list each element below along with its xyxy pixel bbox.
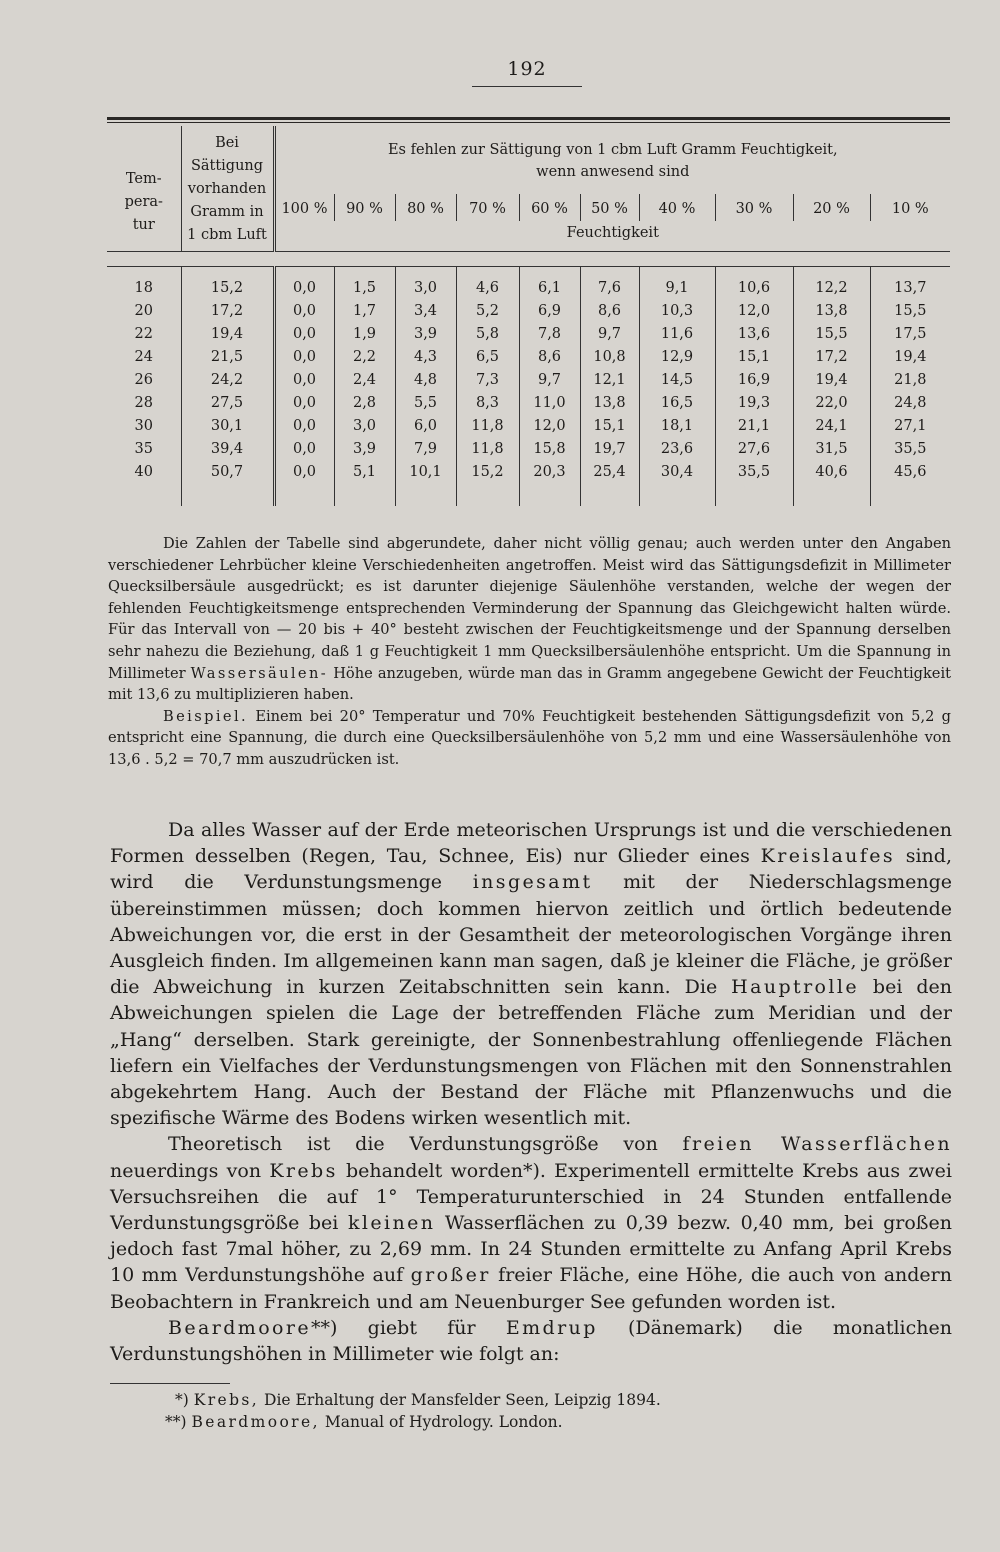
- body-paragraph-3: [110, 1315, 952, 1367]
- body-spaced-word: Emdrup: [505, 1316, 598, 1339]
- body-spaced-word: insgesamt: [472, 871, 593, 894]
- cell-deficit: 40,6: [793, 461, 870, 506]
- cell-deficit: 0,0: [274, 267, 334, 301]
- cell-saturation: 15,2: [181, 267, 274, 301]
- body-text-run: **) giebt für: [311, 1316, 506, 1339]
- cell-deficit: 12,2: [793, 267, 870, 301]
- cell-deficit: 27,1: [894, 418, 927, 434]
- body-text-run: Theoretisch ist die Verdunstungsgröße von: [168, 1133, 683, 1156]
- cell-deficit: 2,8: [334, 392, 395, 415]
- cell-deficit: 15,5: [894, 303, 927, 319]
- body-spaced-word: Krebs: [269, 1159, 338, 1182]
- cell-temperature: 28: [107, 392, 181, 415]
- header-pct-100: 100 %: [274, 194, 334, 222]
- cell-deficit: 27,6: [715, 438, 793, 461]
- cell-deficit: 2,2: [334, 346, 395, 369]
- note-text: Die Zahlen der Tabelle sind abgerundete, daher nicht völlig genau; auch werden unter den Angaben verschiedener Lehrbücher kleine Verschiedenheiten angetroffen. Meist wird das Sättigungsdefizit in Millimeter Quecksilbersäule ausgedrückt; es ist darunter diejenige Säulenhöhe verstanden, welche der wegen der fehlenden Feuchtigkeitsmenge entsprechenden Verminderung der Spannung das Gleichgewicht halten würde. Für das Intervall von — 20 bis + 40° besteht zwischen der Feuchtigkeitsmenge und der Spannung derselben sehr nahezu die Beziehung, daß 1 g Feuchtigkeit 1 mm Quecksilbersäulenhöhe entspricht. Um die Spannung in Millimeter: [108, 535, 951, 682]
- cell-deficit: 0,0: [274, 438, 334, 461]
- cell-deficit: 13,7: [894, 280, 927, 296]
- table-row: [107, 461, 950, 506]
- cell-deficit: 8,6: [519, 346, 580, 369]
- cell-deficit: 0,0: [274, 346, 334, 369]
- cell-saturation: 50,7: [181, 461, 274, 506]
- header-saet-line: Bei: [215, 135, 239, 151]
- cell-deficit: 7,8: [519, 323, 580, 346]
- cell-deficit: 0,0: [274, 300, 334, 323]
- cell-deficit: 5,5: [395, 392, 456, 415]
- header-group-title: [274, 126, 950, 194]
- header-saet-line: vorhanden: [187, 181, 267, 197]
- note-paragraph-1: [108, 533, 951, 706]
- header-pct-20: 20 %: [793, 194, 870, 222]
- header-pct-60: 60 %: [519, 194, 580, 222]
- body-text-run: bei den Abweichungen spielen die Lage der betreffenden Fläche zum Meridian und der „Hang“ derselben. Stark gereinigte, der Sonnenbestrahlung offenliegende Flächen liefern ein Vielfaches der Verdunstungsmengen von Flächen mit den Sonnenstrahlen abgekehrtem Hang. Auch der Bestand der Fläche mit Pflanzenwuchs und die spezifische Wärme des Bodens wirken wesentlich mit.: [110, 976, 952, 1130]
- cell-deficit: 22,0: [793, 392, 870, 415]
- cell-saturation: 19,4: [181, 323, 274, 346]
- cell-deficit: 17,2: [793, 346, 870, 369]
- body-text-run: neuerdings von: [110, 1159, 270, 1182]
- cell-deficit: 9,7: [580, 323, 639, 346]
- cell-deficit: 3,0: [395, 267, 456, 301]
- table-row: [107, 346, 950, 369]
- footnote-author: Krebs,: [193, 1391, 260, 1409]
- body-spaced-word: Beardmoore: [168, 1316, 312, 1339]
- cell-deficit: 9,7: [519, 369, 580, 392]
- cell-saturation: 21,5: [181, 346, 274, 369]
- cell-deficit: 17,5: [894, 326, 927, 342]
- table-row: [107, 369, 950, 392]
- cell-deficit: 13,8: [793, 300, 870, 323]
- footnote-rule: [110, 1383, 230, 1384]
- footnote-1: [175, 1389, 875, 1411]
- cell-deficit: 5,2: [456, 300, 519, 323]
- cell-deficit: 3,0: [334, 415, 395, 438]
- cell-deficit: 7,6: [580, 267, 639, 301]
- body-text-run: Da alles Wasser auf der Erde meteorischen Ursprungs ist und die verschiedenen Formen desselben (Regen, Tau, Schnee, Eis) nur Glieder eines: [110, 819, 952, 868]
- footnote-mark: *): [175, 1391, 194, 1409]
- cell-deficit: 11,0: [519, 392, 580, 415]
- saturation-deficit-table: [107, 126, 950, 506]
- cell-deficit: 8,3: [456, 392, 519, 415]
- cell-saturation: 27,5: [181, 392, 274, 415]
- table-row: [107, 392, 950, 415]
- body-text-run: Wasserflächen zu 0,39 bezw. 0,40 mm, bei großen jedoch fast 7mal höher, zu 2,69 mm. In 24 Stunden ermittelte zu Anfang April Krebs 10 mm Verdunstungshöhe auf: [110, 1212, 952, 1287]
- body-spaced-word: großer: [410, 1264, 491, 1287]
- cell-deficit: 1,9: [334, 323, 395, 346]
- cell-deficit: 8,6: [580, 300, 639, 323]
- cell-deficit: 19,3: [715, 392, 793, 415]
- cell-deficit: 5,1: [334, 461, 395, 506]
- cell-temperature: 20: [107, 300, 181, 323]
- cell-deficit: 20,3: [519, 461, 580, 506]
- cell-deficit: 1,7: [334, 300, 395, 323]
- cell-deficit: 0,0: [274, 369, 334, 392]
- cell-deficit: 14,5: [639, 369, 715, 392]
- footnote-2: [165, 1411, 875, 1433]
- header-saet-line: Sättigung: [190, 158, 264, 174]
- cell-deficit: 11,8: [456, 415, 519, 438]
- cell-temperature: 22: [107, 323, 181, 346]
- cell-deficit: 3,9: [334, 438, 395, 461]
- body-spaced-word: Kreislaufes: [760, 845, 896, 868]
- header-saettigung: [181, 126, 274, 252]
- table-body: [107, 267, 950, 507]
- cell-deficit: 19,7: [580, 438, 639, 461]
- cell-deficit: 24,1: [793, 415, 870, 438]
- cell-deficit: 3,9: [395, 323, 456, 346]
- cell-deficit: 21,1: [715, 415, 793, 438]
- body-spaced-word: freien Wasserflächen: [682, 1133, 952, 1156]
- cell-deficit: 12,0: [715, 300, 793, 323]
- cell-deficit: 30,4: [639, 461, 715, 506]
- cell-deficit: 6,5: [456, 346, 519, 369]
- header-saet-line: Gramm in: [190, 204, 264, 220]
- cell-deficit: 6,1: [519, 267, 580, 301]
- header-temp-line: pera-: [124, 194, 163, 210]
- cell-deficit: 0,0: [274, 415, 334, 438]
- table-note: [108, 533, 951, 771]
- cell-deficit: 0,0: [274, 461, 334, 506]
- cell-deficit: 13,8: [580, 392, 639, 415]
- cell-deficit: 15,1: [580, 415, 639, 438]
- body-paragraph-2: [110, 1131, 952, 1314]
- table-top-rule-thin: [107, 122, 950, 123]
- body-text-run: behandelt worden*). Experimentell ermittelte Krebs aus zwei Versuchsreihen die auf 1° Temperaturunterschied in 24 Stunden entfallende Verdunstungsgröße bei: [110, 1159, 952, 1235]
- beispiel-label: Beispiel.: [163, 707, 249, 725]
- cell-temperature: 40: [107, 461, 181, 506]
- cell-deficit: 19,4: [894, 349, 927, 365]
- cell-temperature: 24: [107, 346, 181, 369]
- footnote-author: Beardmoore,: [191, 1413, 320, 1431]
- footnote-mark: **): [165, 1413, 192, 1431]
- header-pct-80: 80 %: [395, 194, 456, 222]
- cell-deficit: 1,5: [334, 267, 395, 301]
- note-example-text: Einem bei 20° Temperatur und 70% Feuchtigkeit bestehenden Sättigungsdefizit von 5,2 g entspricht eine Spannung, die durch eine Quecksilbersäulenhöhe von 5,2 mm und eine Wassersäulenhöhe von 13,6 . 5,2 = 70,7 mm auszudrücken ist.: [108, 707, 951, 768]
- header-pct-10: 10 %: [891, 200, 929, 217]
- cell-deficit: 16,9: [715, 369, 793, 392]
- cell-deficit: 4,3: [395, 346, 456, 369]
- cell-deficit: 31,5: [793, 438, 870, 461]
- header-pct-40: 40 %: [639, 194, 715, 222]
- header-temp-line: Tem-: [125, 171, 162, 187]
- cell-deficit: 23,6: [639, 438, 715, 461]
- cell-deficit: 10,3: [639, 300, 715, 323]
- table-row: [107, 267, 950, 301]
- cell-temperature: 30: [107, 415, 181, 438]
- cell-deficit: 15,5: [793, 323, 870, 346]
- header-pct-90: 90 %: [334, 194, 395, 222]
- cell-deficit: 0,0: [274, 392, 334, 415]
- cell-deficit: 19,4: [793, 369, 870, 392]
- cell-saturation: 17,2: [181, 300, 274, 323]
- cell-deficit: 24,8: [894, 395, 927, 411]
- cell-temperature: 35: [107, 438, 181, 461]
- cell-deficit: 35,5: [894, 441, 927, 457]
- table-top-rule: [107, 117, 950, 120]
- body-text-run: mit der Niederschlagsmenge übereinstimmen müssen; doch kommen hiervon zeitlich und örtlich bedeutende Abweichungen vor, die erst in der Gesamtheit der meteorologischen Vorgänge ihren Ausgleich finden. Im allgemeinen kann man sagen, daß je kleiner die Fläche, je größer die Abweichung in kurzen Zeitabschnitten sein kann. Die: [110, 871, 952, 999]
- cell-deficit: 35,5: [715, 461, 793, 506]
- body-text: [110, 817, 952, 1367]
- table-row: [107, 415, 950, 438]
- cell-deficit: 5,8: [456, 323, 519, 346]
- cell-deficit: 2,4: [334, 369, 395, 392]
- cell-deficit: 13,6: [715, 323, 793, 346]
- cell-deficit: 15,2: [456, 461, 519, 506]
- cell-deficit: 4,6: [456, 267, 519, 301]
- cell-deficit: 16,5: [639, 392, 715, 415]
- cell-deficit: 45,6: [894, 464, 927, 480]
- cell-deficit: 3,4: [395, 300, 456, 323]
- footnote-text: Manual of Hydrology. London.: [319, 1413, 563, 1431]
- body-text-run: sind, wird die Verdunstungsmenge: [110, 845, 953, 894]
- header-bottom-rule: [107, 252, 950, 267]
- cell-deficit: 7,9: [395, 438, 456, 461]
- header-pct-50: 50 %: [580, 194, 639, 222]
- cell-deficit: 6,0: [395, 415, 456, 438]
- cell-deficit: 10,8: [580, 346, 639, 369]
- header-feuchtigkeit: Feuchtigkeit: [566, 224, 659, 241]
- header-pct-30: 30 %: [715, 194, 793, 222]
- cell-deficit: 11,8: [456, 438, 519, 461]
- note-spaced-word: Wassersäulen-: [190, 664, 329, 682]
- cell-deficit: 0,0: [274, 323, 334, 346]
- header-temp-line: tur: [132, 217, 155, 233]
- cell-deficit: 4,8: [395, 369, 456, 392]
- cell-deficit: 10,6: [715, 267, 793, 301]
- body-spaced-word: kleinen: [347, 1212, 436, 1235]
- cell-temperature: 26: [107, 369, 181, 392]
- cell-temperature: 18: [107, 267, 181, 301]
- note-paragraph-2: [108, 706, 951, 771]
- table-row: [107, 300, 950, 323]
- cell-saturation: 39,4: [181, 438, 274, 461]
- cell-deficit: 11,6: [639, 323, 715, 346]
- cell-deficit: 25,4: [580, 461, 639, 506]
- footnotes: [165, 1389, 875, 1433]
- cell-deficit: 9,1: [639, 267, 715, 301]
- cell-deficit: 12,0: [519, 415, 580, 438]
- body-paragraph-1: [110, 817, 952, 1131]
- cell-deficit: 10,1: [395, 461, 456, 506]
- page-number: 192: [472, 58, 582, 87]
- group-title-line-1: Es fehlen zur Sättigung von 1 cbm Luft Gramm Feuchtigkeit,: [387, 141, 838, 158]
- table-row: [107, 323, 950, 346]
- cell-deficit: 12,9: [639, 346, 715, 369]
- cell-saturation: 30,1: [181, 415, 274, 438]
- table-row: [107, 438, 950, 461]
- cell-deficit: 18,1: [639, 415, 715, 438]
- group-title-line-2: wenn anwesend sind: [536, 163, 690, 180]
- cell-deficit: 21,8: [894, 372, 927, 388]
- cell-deficit: 7,3: [456, 369, 519, 392]
- cell-saturation: 24,2: [181, 369, 274, 392]
- body-text-run: (Dänemark) die monatlichen Verdunstungshöhen in Millimeter wie folgt an:: [110, 1316, 952, 1366]
- body-spaced-word: Hauptrolle: [731, 976, 859, 999]
- cell-deficit: 15,8: [519, 438, 580, 461]
- header-saet-line: 1 cbm Luft: [187, 227, 267, 243]
- cell-deficit: 6,9: [519, 300, 580, 323]
- header-temperatur: [107, 126, 181, 252]
- header-pct-70: 70 %: [456, 194, 519, 222]
- note-text-end: Höhe anzugeben, würde man das in Gramm angegebene Gewicht der Feuchtigkeit mit 13,6 zu multiplizieren haben.: [108, 664, 951, 704]
- cell-deficit: 15,1: [715, 346, 793, 369]
- footnote-text: Die Erhaltung der Mansfelder Seen, Leipzig 1894.: [259, 1391, 661, 1409]
- body-text-run: freier Fläche, eine Höhe, die auch von andern Beobachtern in Frankreich und am Neuenburger See gefunden worden ist.: [110, 1264, 952, 1313]
- cell-deficit: 12,1: [580, 369, 639, 392]
